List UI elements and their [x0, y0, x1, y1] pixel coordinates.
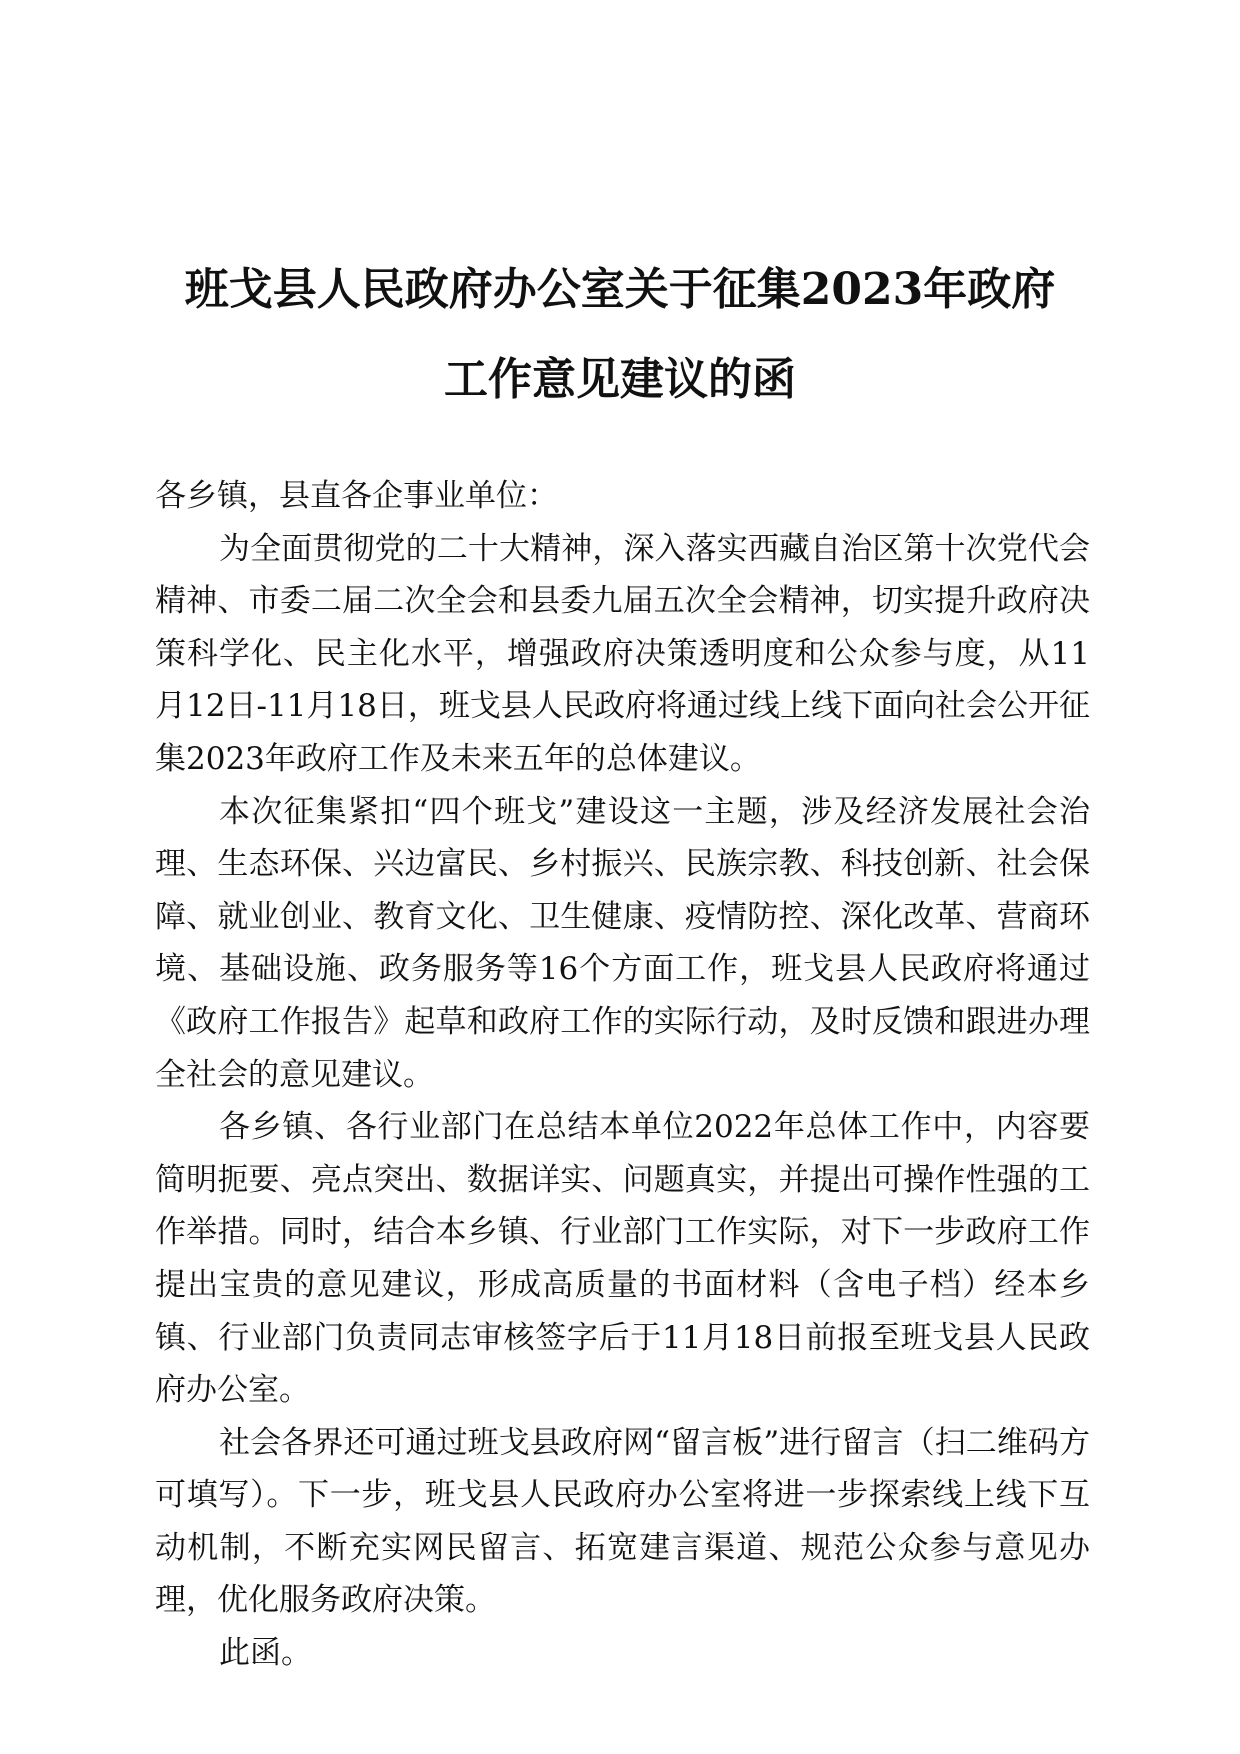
document-title-line-1: 班戈县人民政府办公室关于征集2023年政府 [184, 264, 1056, 315]
body-paragraph: 为全面贯彻党的二十大精神，深入落实西藏自治区第十次党代会精神、市委二届二次全会和县委九届五次全会精神，切实提升政府决策科学化、民主化水平，增强政府决策透明度和公众参与度，从11月12日-11月18日，班戈县人民政府将通过线上线下面向社会公开征集2023年政府工作及未来五年的总体建议。 [155, 530, 1090, 777]
document-body [155, 470, 1090, 1680]
body-paragraph: 社会各界还可通过班戈县政府网“留言板”进行留言（扫二维码方可填写）。下一步，班戈县人民政府办公室将进一步探索线上线下互动机制，不断充实网民留言、拓宽建言渠道、规范公众参与意见办理，优化服务政府决策。 [155, 1424, 1090, 1619]
body-paragraph: 各乡镇、各行业部门在总结本单位2022年总体工作中，内容要简明扼要、亮点突出、数据详实、问题真实，并提出可操作性强的工作举措。同时，结合本乡镇、行业部门工作实际，对下一步政府工作提出宝贵的意见建议，形成高质量的书面材料（含电子档）经本乡镇、行业部门负责同志审核签字后于11月18日前报至班戈县人民政府办公室。 [155, 1109, 1090, 1409]
salutation: 各乡镇，县直各企事业单位： [155, 478, 558, 514]
body-paragraph: 本次征集紧扣“四个班戈”建设这一主题，涉及经济发展社会治理、生态环保、兴边富民、乡村振兴、民族宗教、科技创新、社会保障、就业创业、教育文化、卫生健康、疫情防控、深化改革、营商环境、基础设施、政务服务等16个方面工作，班戈县人民政府将通过《政府工作报告》起草和政府工作的实际行动，及时反馈和跟进办理全社会的意见建议。 [155, 793, 1090, 1093]
closing-line: 此函。 [219, 1635, 312, 1672]
document-title-line-2: 工作意见建议的函 [444, 354, 796, 405]
